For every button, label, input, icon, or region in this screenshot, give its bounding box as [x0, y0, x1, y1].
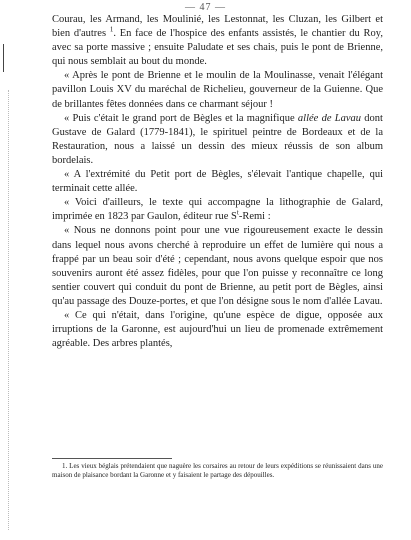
paragraph	[52, 224, 383, 309]
emphasis-text: allée de Lavau	[297, 112, 362, 124]
text-span: « A l'extrémité du Petit port de Bègles, s'élevait l'antique chapelle, qui terminait cette allée.	[52, 169, 383, 195]
text-span: dont Gustave de Galard (1779-1841), le spirituel peintre de Bordeaux et de la Restauration, nous a laissé un dessin des mieux réussis de son album bordelais.	[52, 112, 383, 166]
footnote: 1. Les vieux béglais prétendaient que naguère les corsaires au retour de leurs expéditions se réunissaient dans une maison de plaisance bordant la Garonne et y faisaient le partage des dépouilles.	[52, 462, 383, 479]
paragraph	[52, 309, 383, 351]
text-span: Courau, les Armand, les Moulinié, les Lestonnat, les Cluzan, les Gilbert et bien d'autres	[52, 14, 383, 40]
text-span: « Après le pont de Brienne et le moulin de la Moulinasse, venait l'élégant pavillon Louis XV du maréchal de Richelieu, gouverneur de la Guienne. Que de brillantes fêtes données dans ce charmant séjour !	[52, 70, 383, 110]
text-span: -Remi :	[238, 211, 271, 223]
text-span: « Nous ne donnons point pour une vue rigoureusement exacte le dessin dans lequel nous avons cherché à reproduire un effet de lumière qui nous a frappé par un beau soir d'été ; cependant, nous avons quelque espoir que nos souvenirs auront été assez fidèles, pour que l'on puisse y reconnaître ce long sentier couvert qui conduit du pont de Brienne, au petit port de Bègles, ainsi qu'au passage des Douze-portes, et que l'on désigne sous le nom d'allée Lavau.	[52, 225, 383, 307]
paragraph	[52, 13, 383, 69]
text-span: « Ce qui n'était, dans l'origine, qu'une espèce de digue, opposée aux irruptions de la Garonne, est aujourd'hui un lieu de promenade extrêmement agréable. Des arbres plantés,	[52, 309, 383, 350]
footnote-rule	[52, 458, 172, 459]
superscript: 1	[109, 25, 114, 34]
paragraph	[52, 196, 383, 224]
superscript: t	[236, 208, 239, 217]
margin-mark	[3, 44, 14, 72]
scan-edge	[8, 90, 9, 530]
body-text	[52, 13, 383, 351]
text-span: . En face de l'hospice des enfants assistés, le chantier du Roy, avec sa porte massive ; ensuite Paludate et ses chais, puis le pont de Brienne, qui nous semblait au bout du monde.	[52, 28, 383, 68]
paragraph	[52, 168, 383, 196]
page-number: — 47 —	[185, 2, 226, 13]
text-span: « Puis c'était le grand port de Bègles et la magnifique	[64, 112, 298, 124]
text-span: « Voici d'ailleurs, le texte qui accompagne la lithographie de Galard, imprimée en 1823 par Gaulon, éditeur rue S	[52, 197, 383, 223]
paragraph	[52, 69, 383, 111]
paragraph	[52, 112, 383, 168]
